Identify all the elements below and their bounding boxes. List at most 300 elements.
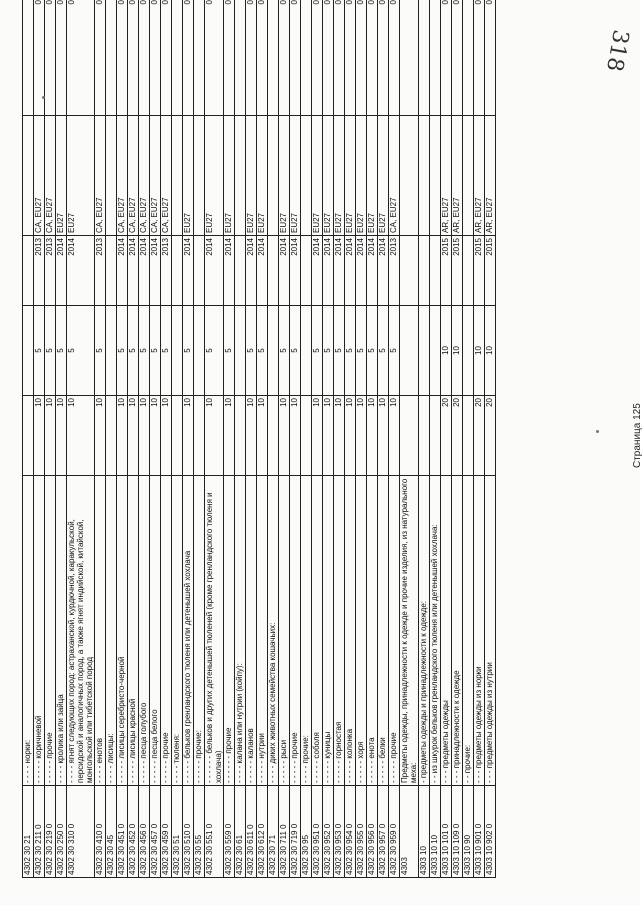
cell-description: - - - - тюленя: — [172, 476, 183, 786]
cell-final-rate — [268, 0, 279, 116]
cell-staging: CA, EU27 — [95, 116, 106, 236]
cell-staging: CA, EU27 — [389, 116, 400, 236]
cell-base-rate: 10 — [441, 306, 452, 396]
cell-final-rate — [400, 0, 419, 116]
table-row — [205, 0, 224, 878]
cell-base-rate: 5 — [183, 306, 194, 396]
cell-staging: CA, EU27 — [139, 116, 150, 236]
cell-staging: EU27 — [367, 116, 378, 236]
cell-year: 2013 — [389, 236, 400, 306]
cell-base-rate: 5 — [150, 306, 161, 396]
cell-rate — [430, 396, 441, 476]
cell-year: 2015 — [441, 236, 452, 306]
cell-code: 4302 30 457 0 — [150, 786, 161, 878]
cell-staging: AR, EU27 — [474, 116, 485, 236]
cell-year: 2014 — [128, 236, 139, 306]
cell-code: 4303 10 90 — [463, 786, 474, 878]
table-row — [95, 0, 106, 878]
cell-final-rate: 0 — [257, 0, 268, 116]
cell-code: 4302 30 410 0 — [95, 786, 106, 878]
table-row — [279, 0, 290, 878]
cell-year — [106, 236, 117, 306]
cell-code: 4302 30 510 0 — [183, 786, 194, 878]
cell-description: - - - предметы одежды — [441, 476, 452, 786]
cell-rate: 10 — [139, 396, 150, 476]
table-row — [224, 0, 235, 878]
cell-rate: 10 — [279, 396, 290, 476]
cell-description: - - - - прочие: — [301, 476, 312, 786]
cell-year: 2014 — [246, 236, 257, 306]
cell-staging — [194, 116, 205, 236]
table-row — [128, 0, 139, 878]
tariff-table — [22, 0, 496, 878]
cell-staging: CA, EU27 — [34, 116, 45, 236]
cell-final-rate: 0 — [183, 0, 194, 116]
cell-year — [194, 236, 205, 306]
cell-final-rate: 0 — [56, 0, 67, 116]
cell-base-rate: 10 — [452, 306, 463, 396]
cell-year — [235, 236, 246, 306]
cell-year: 2014 — [334, 236, 345, 306]
cell-year: 2014 — [378, 236, 389, 306]
cell-final-rate: 0 — [367, 0, 378, 116]
cell-description: - - - - норки: — [23, 476, 34, 786]
cell-code: 4302 30 21 — [23, 786, 34, 878]
cell-rate — [235, 396, 246, 476]
cell-final-rate: 0 — [474, 0, 485, 116]
cell-description: - - - - - песца белого — [150, 476, 161, 786]
cell-final-rate: 0 — [389, 0, 400, 116]
cell-base-rate: 5 — [279, 306, 290, 396]
cell-year — [400, 236, 419, 306]
table-row — [430, 0, 441, 878]
cell-base-rate: 5 — [345, 306, 356, 396]
table-row — [183, 0, 194, 878]
cell-rate: 10 — [312, 396, 323, 476]
cell-code: 4303 10 902 0 — [485, 786, 496, 878]
cell-description: Предметы одежды, принадлежности к одежде и прочие изделия, из натурального меха: — [400, 476, 419, 786]
cell-base-rate: 10 — [474, 306, 485, 396]
table-row — [257, 0, 268, 878]
handwritten-page-number: 318 — [601, 27, 633, 74]
cell-staging — [268, 116, 279, 236]
cell-staging — [301, 116, 312, 236]
table-row — [45, 0, 56, 878]
cell-description: - - - принадлежности к одежде — [452, 476, 463, 786]
cell-staging: EU27 — [56, 116, 67, 236]
cell-code: 4302 30 956 0 — [367, 786, 378, 878]
cell-year: 2013 — [34, 236, 45, 306]
table-row — [452, 0, 463, 878]
table-row — [106, 0, 117, 878]
cell-final-rate: 0 — [128, 0, 139, 116]
table-row — [367, 0, 378, 878]
cell-rate: 20 — [452, 396, 463, 476]
page-footer: Страница 125 — [632, 403, 643, 468]
cell-rate: 10 — [323, 396, 334, 476]
cell-rate: 10 — [67, 396, 95, 476]
cell-final-rate: 0 — [67, 0, 95, 116]
cell-staging — [400, 116, 419, 236]
cell-base-rate: 5 — [161, 306, 172, 396]
cell-base-rate — [419, 306, 430, 396]
cell-staging: CA, EU27 — [117, 116, 128, 236]
cell-description: - - - - - прочие — [45, 476, 56, 786]
cell-description: - - - - - - бельков и других детенышей тюленей (кроме гренландского тюленя и хохлача) — [205, 476, 224, 786]
cell-year — [430, 236, 441, 306]
cell-description: - - - - - прочие — [290, 476, 301, 786]
cell-staging: EU27 — [378, 116, 389, 236]
cell-base-rate: 5 — [45, 306, 56, 396]
cell-final-rate: 0 — [150, 0, 161, 116]
cell-staging — [106, 116, 117, 236]
cell-base-rate: 5 — [389, 306, 400, 396]
cell-rate: 20 — [485, 396, 496, 476]
cell-code: 4302 30 611 0 — [246, 786, 257, 878]
cell-staging: EU27 — [67, 116, 95, 236]
cell-year: 2014 — [257, 236, 268, 306]
cell-base-rate — [463, 306, 474, 396]
cell-final-rate: 0 — [441, 0, 452, 116]
cell-year: 2014 — [345, 236, 356, 306]
cell-staging: CA, EU27 — [161, 116, 172, 236]
cell-year: 2014 — [183, 236, 194, 306]
cell-year — [419, 236, 430, 306]
cell-description: - - - предметы одежды из норки — [474, 476, 485, 786]
cell-rate: 10 — [128, 396, 139, 476]
cell-final-rate — [235, 0, 246, 116]
tariff-table-body — [23, 0, 496, 878]
cell-description: - - - - - рыси — [279, 476, 290, 786]
cell-staging — [430, 116, 441, 236]
table-row — [56, 0, 67, 878]
table-row — [356, 0, 367, 878]
cell-rate: 10 — [56, 396, 67, 476]
cell-code: 4302 30 955 0 — [356, 786, 367, 878]
table-row — [139, 0, 150, 878]
table-row — [117, 0, 128, 878]
cell-final-rate: 0 — [246, 0, 257, 116]
cell-code: 4303 — [400, 786, 419, 878]
cell-final-rate — [194, 0, 205, 116]
cell-description: - - - - - песца голубого — [139, 476, 150, 786]
cell-description: - - - предметы одежды из нутрии — [485, 476, 496, 786]
cell-code: 4302 30 954 0 — [345, 786, 356, 878]
cell-description: - - - - - - прочие — [224, 476, 235, 786]
cell-base-rate: 5 — [128, 306, 139, 396]
cell-final-rate: 0 — [224, 0, 235, 116]
cell-base-rate — [106, 306, 117, 396]
cell-staging: EU27 — [246, 116, 257, 236]
cell-code: 4302 30 55 — [194, 786, 205, 878]
table-row — [485, 0, 496, 878]
cell-final-rate: 0 — [34, 0, 45, 116]
cell-base-rate — [268, 306, 279, 396]
cell-rate: 10 — [367, 396, 378, 476]
cell-rate: 20 — [474, 396, 485, 476]
cell-year: 2014 — [67, 236, 95, 306]
table-row — [419, 0, 430, 878]
cell-base-rate — [23, 306, 34, 396]
cell-year: 2014 — [290, 236, 301, 306]
cell-description: - - - - - соболя — [312, 476, 323, 786]
cell-code: 4302 30 959 0 — [389, 786, 400, 878]
cell-code: 4302 30 219 0 — [45, 786, 56, 878]
cell-final-rate — [106, 0, 117, 116]
cell-description: - - - - кролика или зайца — [56, 476, 67, 786]
table-row — [345, 0, 356, 878]
cell-staging: CA, EU27 — [128, 116, 139, 236]
cell-staging — [419, 116, 430, 236]
cell-code: 4303 10 101 0 — [441, 786, 452, 878]
cell-base-rate — [430, 306, 441, 396]
table-row — [161, 0, 172, 878]
cell-base-rate: 5 — [312, 306, 323, 396]
cell-year: 2014 — [312, 236, 323, 306]
cell-year: 2015 — [452, 236, 463, 306]
cell-final-rate: 0 — [95, 0, 106, 116]
cell-rate — [23, 396, 34, 476]
cell-description: - предметы одежды и принадлежности к одежде: — [419, 476, 430, 786]
cell-code: 4302 30 952 0 — [323, 786, 334, 878]
cell-description: - - - - - нутрии — [257, 476, 268, 786]
table-row — [441, 0, 452, 878]
cell-code: 4303 10 901 0 — [474, 786, 485, 878]
cell-staging: AR, EU27 — [485, 116, 496, 236]
cell-final-rate: 0 — [45, 0, 56, 116]
cell-staging: EU27 — [257, 116, 268, 236]
cell-staging: AR, EU27 — [441, 116, 452, 236]
cell-code: 4302 30 612 0 — [257, 786, 268, 878]
cell-base-rate — [194, 306, 205, 396]
cell-description: - - - - лисицы: — [106, 476, 117, 786]
cell-code: 4302 30 719 0 — [290, 786, 301, 878]
cell-final-rate — [419, 0, 430, 116]
cell-code: 4302 30 61 — [235, 786, 246, 878]
cell-staging — [172, 116, 183, 236]
cell-year: 2014 — [279, 236, 290, 306]
cell-rate — [106, 396, 117, 476]
cell-year: 2013 — [95, 236, 106, 306]
cell-year: 2013 — [45, 236, 56, 306]
cell-description: - - - - ягнят следующих пород: астраханской, курдючной, каракульской, персидской и аналогичных пород, а также ягнят индийской, китайской, монгольской или тибетской пород — [67, 476, 95, 786]
rotated-content — [22, 0, 643, 878]
cell-final-rate: 0 — [378, 0, 389, 116]
cell-code: 4302 30 95 — [301, 786, 312, 878]
cell-final-rate — [23, 0, 34, 116]
cell-final-rate: 0 — [290, 0, 301, 116]
cell-code: 4302 30 310 0 — [67, 786, 95, 878]
cell-staging — [235, 116, 246, 236]
cell-rate: 10 — [257, 396, 268, 476]
cell-staging: EU27 — [334, 116, 345, 236]
cell-base-rate: 5 — [117, 306, 128, 396]
cell-base-rate: 5 — [323, 306, 334, 396]
cell-description: - - - - - прочие — [161, 476, 172, 786]
cell-final-rate — [430, 0, 441, 116]
cell-base-rate: 5 — [205, 306, 224, 396]
cell-rate: 10 — [161, 396, 172, 476]
cell-rate: 10 — [150, 396, 161, 476]
cell-final-rate: 0 — [323, 0, 334, 116]
cell-description: - - - - - хоря — [356, 476, 367, 786]
cell-staging: EU27 — [356, 116, 367, 236]
cell-year — [172, 236, 183, 306]
cell-code: 4302 30 551 0 — [205, 786, 224, 878]
scan-speck — [596, 430, 599, 433]
cell-code: 4302 30 45 — [106, 786, 117, 878]
cell-staging: EU27 — [290, 116, 301, 236]
cell-staging: EU27 — [183, 116, 194, 236]
cell-staging: EU27 — [323, 116, 334, 236]
cell-year: 2014 — [224, 236, 235, 306]
cell-base-rate: 5 — [356, 306, 367, 396]
cell-year: 2014 — [205, 236, 224, 306]
cell-year: 2014 — [323, 236, 334, 306]
table-row — [290, 0, 301, 878]
cell-base-rate — [235, 306, 246, 396]
cell-code: 4302 30 953 0 — [334, 786, 345, 878]
cell-base-rate: 5 — [224, 306, 235, 396]
cell-base-rate: 5 — [378, 306, 389, 396]
cell-rate: 10 — [378, 396, 389, 476]
cell-description: - - - - калана или нутрии (койпу): — [235, 476, 246, 786]
cell-description: - - - - - прочие — [389, 476, 400, 786]
cell-year: 2014 — [139, 236, 150, 306]
cell-staging: CA, EU27 — [150, 116, 161, 236]
table-row — [400, 0, 419, 878]
cell-base-rate: 5 — [257, 306, 268, 396]
table-row — [463, 0, 474, 878]
cell-description: - - - - - коричневой — [34, 476, 45, 786]
cell-rate: 10 — [95, 396, 106, 476]
cell-year — [268, 236, 279, 306]
cell-rate — [194, 396, 205, 476]
cell-base-rate — [172, 306, 183, 396]
table-row — [378, 0, 389, 878]
cell-staging: AR, EU27 — [452, 116, 463, 236]
cell-base-rate: 5 — [56, 306, 67, 396]
cell-staging: EU27 — [279, 116, 290, 236]
cell-rate — [463, 396, 474, 476]
cell-year — [463, 236, 474, 306]
cell-description: - - - - - лисицы красной — [128, 476, 139, 786]
cell-code: 4303 10 10 — [430, 786, 441, 878]
table-row — [172, 0, 183, 878]
cell-rate: 10 — [389, 396, 400, 476]
cell-year — [23, 236, 34, 306]
cell-base-rate: 5 — [334, 306, 345, 396]
table-row — [235, 0, 246, 878]
cell-year: 2015 — [485, 236, 496, 306]
cell-rate: 10 — [205, 396, 224, 476]
cell-base-rate: 5 — [290, 306, 301, 396]
cell-final-rate: 0 — [139, 0, 150, 116]
cell-description: - - - - - куницы — [323, 476, 334, 786]
cell-code: 4302 30 559 0 — [224, 786, 235, 878]
table-row — [150, 0, 161, 878]
cell-staging: CA, EU27 — [45, 116, 56, 236]
cell-rate — [419, 396, 430, 476]
cell-base-rate: 10 — [485, 306, 496, 396]
cell-description: - - прочие: — [463, 476, 474, 786]
cell-base-rate: 5 — [67, 306, 95, 396]
cell-year: 2014 — [367, 236, 378, 306]
cell-year — [301, 236, 312, 306]
cell-rate: 10 — [334, 396, 345, 476]
cell-code: 4302 30 452 0 — [128, 786, 139, 878]
cell-code: 4302 30 451 0 — [117, 786, 128, 878]
cell-code: 4302 30 211 0 — [34, 786, 45, 878]
cell-year: 2015 — [474, 236, 485, 306]
cell-final-rate — [463, 0, 474, 116]
table-row — [67, 0, 95, 878]
cell-rate: 10 — [34, 396, 45, 476]
cell-code: 4302 30 71 — [268, 786, 279, 878]
cell-rate: 10 — [246, 396, 257, 476]
table-row — [34, 0, 45, 878]
cell-code: 4302 30 459 0 — [161, 786, 172, 878]
cell-rate — [172, 396, 183, 476]
cell-description: - - - - - горностая — [334, 476, 345, 786]
cell-rate — [268, 396, 279, 476]
cell-description: - - из шкурок бельков гренландского тюленя или детенышей хохлача: — [430, 476, 441, 786]
cell-base-rate: 5 — [139, 306, 150, 396]
cell-base-rate — [301, 306, 312, 396]
cell-staging: EU27 — [345, 116, 356, 236]
cell-code: 4302 30 951 0 — [312, 786, 323, 878]
cell-final-rate: 0 — [279, 0, 290, 116]
cell-staging: EU27 — [224, 116, 235, 236]
cell-base-rate: 5 — [34, 306, 45, 396]
table-row — [312, 0, 323, 878]
cell-rate: 20 — [441, 396, 452, 476]
cell-code: 4303 10 109 0 — [452, 786, 463, 878]
cell-rate: 10 — [345, 396, 356, 476]
table-row — [301, 0, 312, 878]
cell-staging — [463, 116, 474, 236]
cell-final-rate — [301, 0, 312, 116]
cell-staging — [23, 116, 34, 236]
cell-description: - - - - диких животных семейства кошачьих: — [268, 476, 279, 786]
cell-base-rate: 5 — [367, 306, 378, 396]
table-row — [268, 0, 279, 878]
cell-rate: 10 — [224, 396, 235, 476]
cell-rate: 10 — [45, 396, 56, 476]
cell-description: - - - - - енота — [367, 476, 378, 786]
cell-staging: EU27 — [312, 116, 323, 236]
cell-code: 4302 30 711 0 — [279, 786, 290, 878]
cell-code: 4302 30 250 0 — [56, 786, 67, 878]
cell-description: - - - - - бельков гренландского тюленя или детенышей хохлача — [183, 476, 194, 786]
cell-year: 2014 — [150, 236, 161, 306]
cell-code: 4302 30 456 0 — [139, 786, 150, 878]
cell-final-rate: 0 — [312, 0, 323, 116]
cell-final-rate: 0 — [161, 0, 172, 116]
cell-base-rate — [400, 306, 419, 396]
cell-rate: 10 — [356, 396, 367, 476]
table-row — [323, 0, 334, 878]
cell-code: 4302 30 51 — [172, 786, 183, 878]
cell-final-rate: 0 — [356, 0, 367, 116]
cell-code: 4302 30 957 0 — [378, 786, 389, 878]
cell-code: 4303 10 — [419, 786, 430, 878]
cell-rate: 10 — [183, 396, 194, 476]
cell-description: - - - - - белки — [378, 476, 389, 786]
cell-description: - - - - - каланов — [246, 476, 257, 786]
cell-final-rate: 0 — [485, 0, 496, 116]
cell-base-rate: 5 — [95, 306, 106, 396]
